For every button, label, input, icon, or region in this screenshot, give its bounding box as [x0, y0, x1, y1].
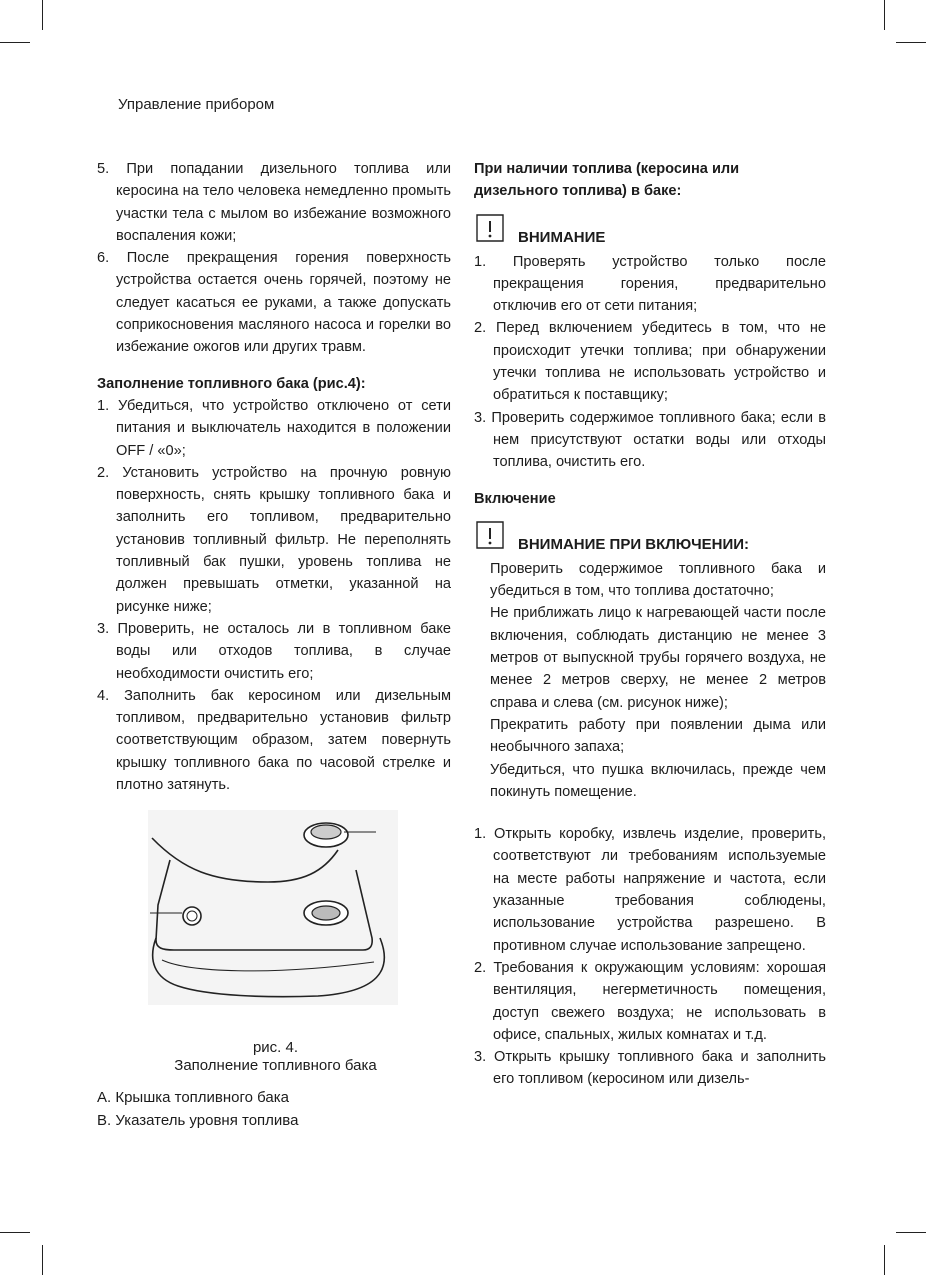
fuel-level-indicator-icon — [183, 907, 201, 925]
list-item: 3. Проверить, не осталось ли в топливном баке воды или отходов топлива, в случае необходимости очистить его; — [97, 620, 451, 682]
crop-mark — [884, 1245, 885, 1275]
warning-block — [474, 211, 826, 251]
right-column — [474, 158, 826, 1091]
list-item: 4. Заполнить бак керосином или дизельным топливом, предварительно установив фильтр соответствующим образом, затем повернуть крышку топливного бака по часовой стрелке и плотно затянуть. — [97, 687, 451, 794]
fuel-heading: При наличии топлива (керосина или дизельного топлива) в баке: — [474, 161, 740, 200]
list-item: 5. При попадании дизельного топлива или керосина на тело человека немедленно промыть участки тела с мылом во избежание возможного воспаления кожи; — [97, 161, 451, 244]
list-item: 2. Требования к окружающим условиям: хорошая вентиляция, негерметичность помещения, доступ свежего воздуха; не использовать в офисе, спальных, жилых комнатах и т.д. — [474, 959, 826, 1043]
crop-mark — [42, 0, 43, 30]
left-column — [97, 158, 451, 796]
safety-list — [97, 158, 451, 359]
list-item: 6. После прекращения горения поверхность устройства остается очень горячей, поэтому не следует касаться ее руками, а также допускать соприкосновения масляного насоса и горелки во избежание ожогов или других травм. — [97, 250, 451, 356]
fill-list — [97, 395, 451, 796]
warning-paragraph: Прекратить работу при появлении дыма или необычного запаха; — [490, 716, 826, 756]
crop-mark — [896, 42, 926, 43]
crop-mark — [42, 1245, 43, 1275]
list-item: 3. Открыть крышку топливного бака и заполнить его топливом (керосином или дизель- — [474, 1049, 826, 1088]
list-item: 2. Установить устройство на прочную ровную поверхность, снять крышку топливного бака и заполнить его топливом, предварительно установив топливный фильтр. Не переполнять топливный бак пушки, уровень топлива не должен превышать отметки, указанной на рисунке ниже; — [97, 464, 451, 615]
list-item: 3. Проверить содержимое топливного бака; если в нем присутствуют остатки воды или отходы топлива, очистить его. — [474, 409, 826, 471]
switch-on-heading: Включение — [474, 490, 556, 507]
figure-caption-number: рис. 4. — [252, 1039, 299, 1056]
tank-filler-opening — [312, 906, 340, 920]
warning-icon-dot — [489, 541, 492, 544]
crop-mark — [0, 1232, 30, 1233]
legend-item-b: B. Указатель уровня топлива — [97, 1112, 299, 1129]
crop-mark — [884, 0, 885, 30]
crop-mark — [896, 1232, 926, 1233]
warning-block-switch-on — [474, 518, 826, 558]
fuel-tank-figure — [148, 810, 398, 1005]
figure-caption-title: Заполнение топливного бака — [174, 1057, 377, 1074]
list-item: 1. Убедиться, что устройство отключено от сети питания и выключатель находится в положении OFF / «0»; — [97, 397, 451, 459]
warning-paragraph: Убедиться, что пушка включилась, прежде чем покинуть помещение. — [490, 761, 826, 800]
list-item: 1. Проверять устройство только после прекращения горения, предварительно отключив его от сети питания; — [474, 253, 826, 315]
warning-icon-dot — [489, 234, 492, 237]
start-list — [474, 823, 826, 1091]
spacer — [474, 803, 826, 823]
warning-list — [474, 251, 826, 474]
warning-title: ВНИМАНИЕ — [518, 228, 606, 246]
warning-icon — [474, 213, 506, 245]
warning-paragraph: Не приближать лицо к нагревающей части после включения, соблюдать дистанцию не менее 3 метров от выпускной трубы горячего воздуха, не менее 2 метров сверху, не менее 2 метров справа и слева (см. рисунок ниже); — [490, 605, 826, 711]
fuel-cap-top — [311, 825, 341, 839]
fill-heading: Заполнение топливного бака (рис.4): — [97, 375, 366, 392]
warning-paragraph: Проверить содержимое топливного бака и убедиться в том, что топлива достаточно; — [490, 560, 826, 600]
crop-mark — [0, 42, 30, 43]
warning-title-switch-on: ВНИМАНИЕ ПРИ ВКЛЮЧЕНИИ: — [518, 535, 750, 553]
list-item: 2. Перед включением убедитесь в том, что не происходит утечки топлива; при обнаружении утечки топлива не использовать устройство и обратиться к поставщику; — [474, 320, 826, 404]
warning-icon — [474, 520, 506, 552]
legend-item-a: A. Крышка топливного бака — [97, 1089, 290, 1106]
running-head: Управление прибором — [118, 96, 275, 113]
figure-background — [148, 810, 398, 1005]
list-item: 1. Открыть коробку, извлечь изделие, проверить, соответствуют ли требованиям используемые на месте работы напряжение и частота, если указанные требования соблюдены, использование устройства разрешено. В противном случае использование запрещено. — [474, 826, 826, 954]
